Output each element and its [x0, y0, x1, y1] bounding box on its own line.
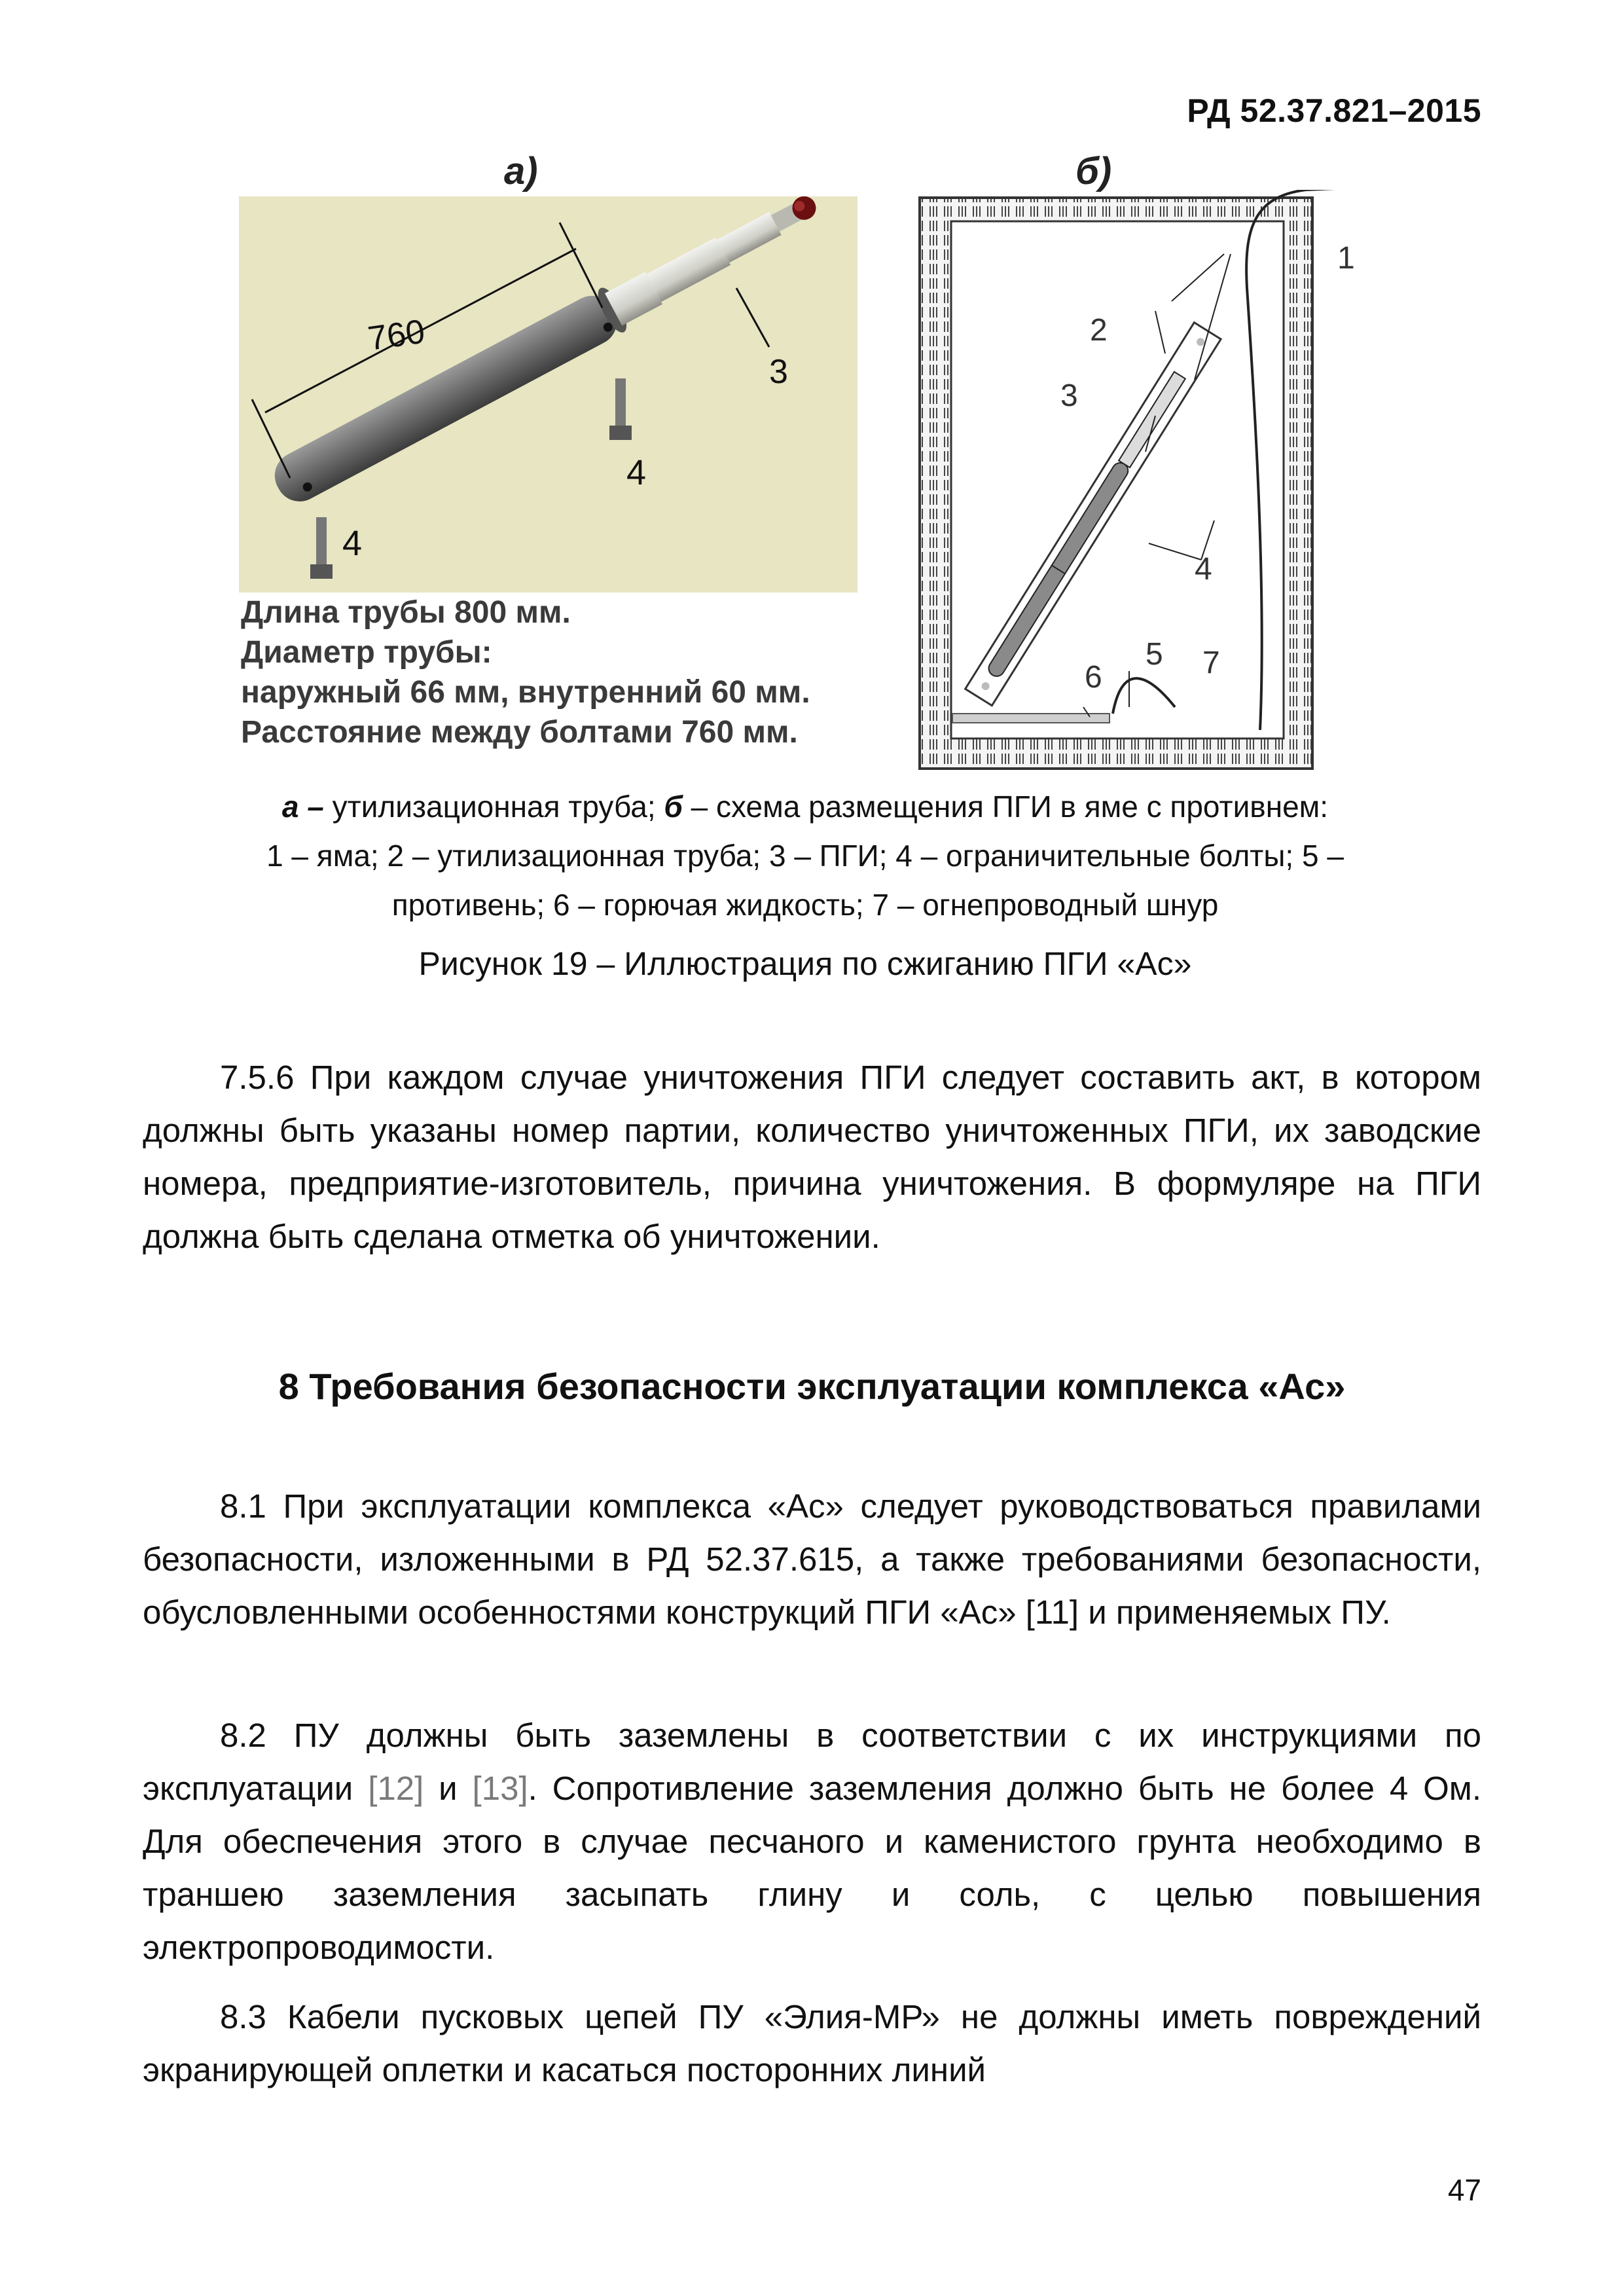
panel-b-label: б)	[1075, 150, 1112, 192]
tube-spec-line: наружный 66 мм, внутренний 60 мм.	[241, 675, 810, 710]
document-code: РД 52.37.821–2015	[1187, 92, 1481, 129]
section-8-heading: 8 Требования безопасности эксплуатации комплекса «Ас»	[278, 1366, 1346, 1407]
caption-key-b: б	[664, 790, 683, 824]
callout-7: 7	[1202, 646, 1220, 680]
bolt-upper	[609, 378, 632, 440]
pit-diagram	[913, 190, 1391, 782]
panel-a-label: а)	[504, 150, 538, 192]
figure-caption-line-1: а – утилизационная труба; б – схема размещения ПГИ в яме с противнем:	[281, 790, 1329, 824]
callout-4-lower: 4	[342, 524, 363, 563]
figure-19	[0, 0, 1624, 786]
figure-caption-line-2: 1 – яма; 2 – утилизационная труба; 3 – ПГИ; 4 – ограничительные болты; 5 –	[266, 839, 1344, 873]
callout-3: 3	[769, 353, 788, 391]
callout-4: 4	[1195, 552, 1212, 587]
page-number: 47	[1447, 2173, 1481, 2207]
tube-spec-line: Диаметр трубы:	[241, 635, 492, 670]
tube-specs	[241, 592, 895, 752]
tube-spec-line: Длина трубы 800 мм.	[241, 595, 571, 630]
callout-2: 2	[1090, 313, 1108, 348]
dimension-label: 760	[365, 312, 427, 358]
tube-spec-line: Расстояние между болтами 760 мм.	[241, 715, 798, 750]
paragraph-8-2: 8.2 ПУ должны быть заземлены в соответствии с их инструкциями по эксплуатации [12] и [13]. Сопротивление заземления должно быть не более 4 Ом. Для обеспечения этого в случае песчаного и каменистого грунта необходимо в траншею заземления засыпать глину и соль, с целью повышения электропроводимости.	[143, 1717, 1481, 1966]
caption-key-a: а –	[281, 790, 324, 824]
callout-5: 5	[1146, 637, 1163, 672]
paragraph-7-5-6: 7.5.6 При каждом случае уничтожения ПГИ следует составить акт, в котором должны быть указаны номер партии, количество уничтоженных ПГИ, их заводские номера, предприятие-изготовитель, причина уничтожения. В формуляре на ПГИ должна быть сделана отметка об уничтожении.	[143, 1059, 1481, 1255]
callout-1: 1	[1337, 241, 1355, 276]
paragraph-8-1: 8.1 При эксплуатации комплекса «Ас» следует руководствоваться правилами безопасности, изложенными в РД 52.37.615, а также требованиями безопасности, обусловленными особенностями конструкций ПГИ «Ас» [11] и применяемых ПУ.	[143, 1487, 1481, 1631]
figure-title: Рисунок 19 – Иллюстрация по сжиганию ПГИ «Ас»	[418, 945, 1192, 982]
callout-4-upper: 4	[626, 453, 647, 492]
reference-13[interactable]: [13]	[472, 1770, 528, 1807]
bolt-lower	[310, 517, 333, 579]
paragraph-8-3: 8.3 Кабели пусковых цепей ПУ «Элия-МР» не должны иметь повреждений экранирующей оплетки и касаться посторонних линий	[143, 1998, 1481, 2088]
callout-6: 6	[1085, 660, 1102, 695]
disposal-tube-image	[239, 196, 857, 592]
figure-caption-line-3: противень; 6 – горючая жидкость; 7 – огнепроводный шнур	[391, 888, 1219, 922]
tube-body	[266, 287, 625, 509]
callout-3: 3	[1060, 378, 1078, 413]
reference-12[interactable]: [12]	[368, 1770, 424, 1807]
